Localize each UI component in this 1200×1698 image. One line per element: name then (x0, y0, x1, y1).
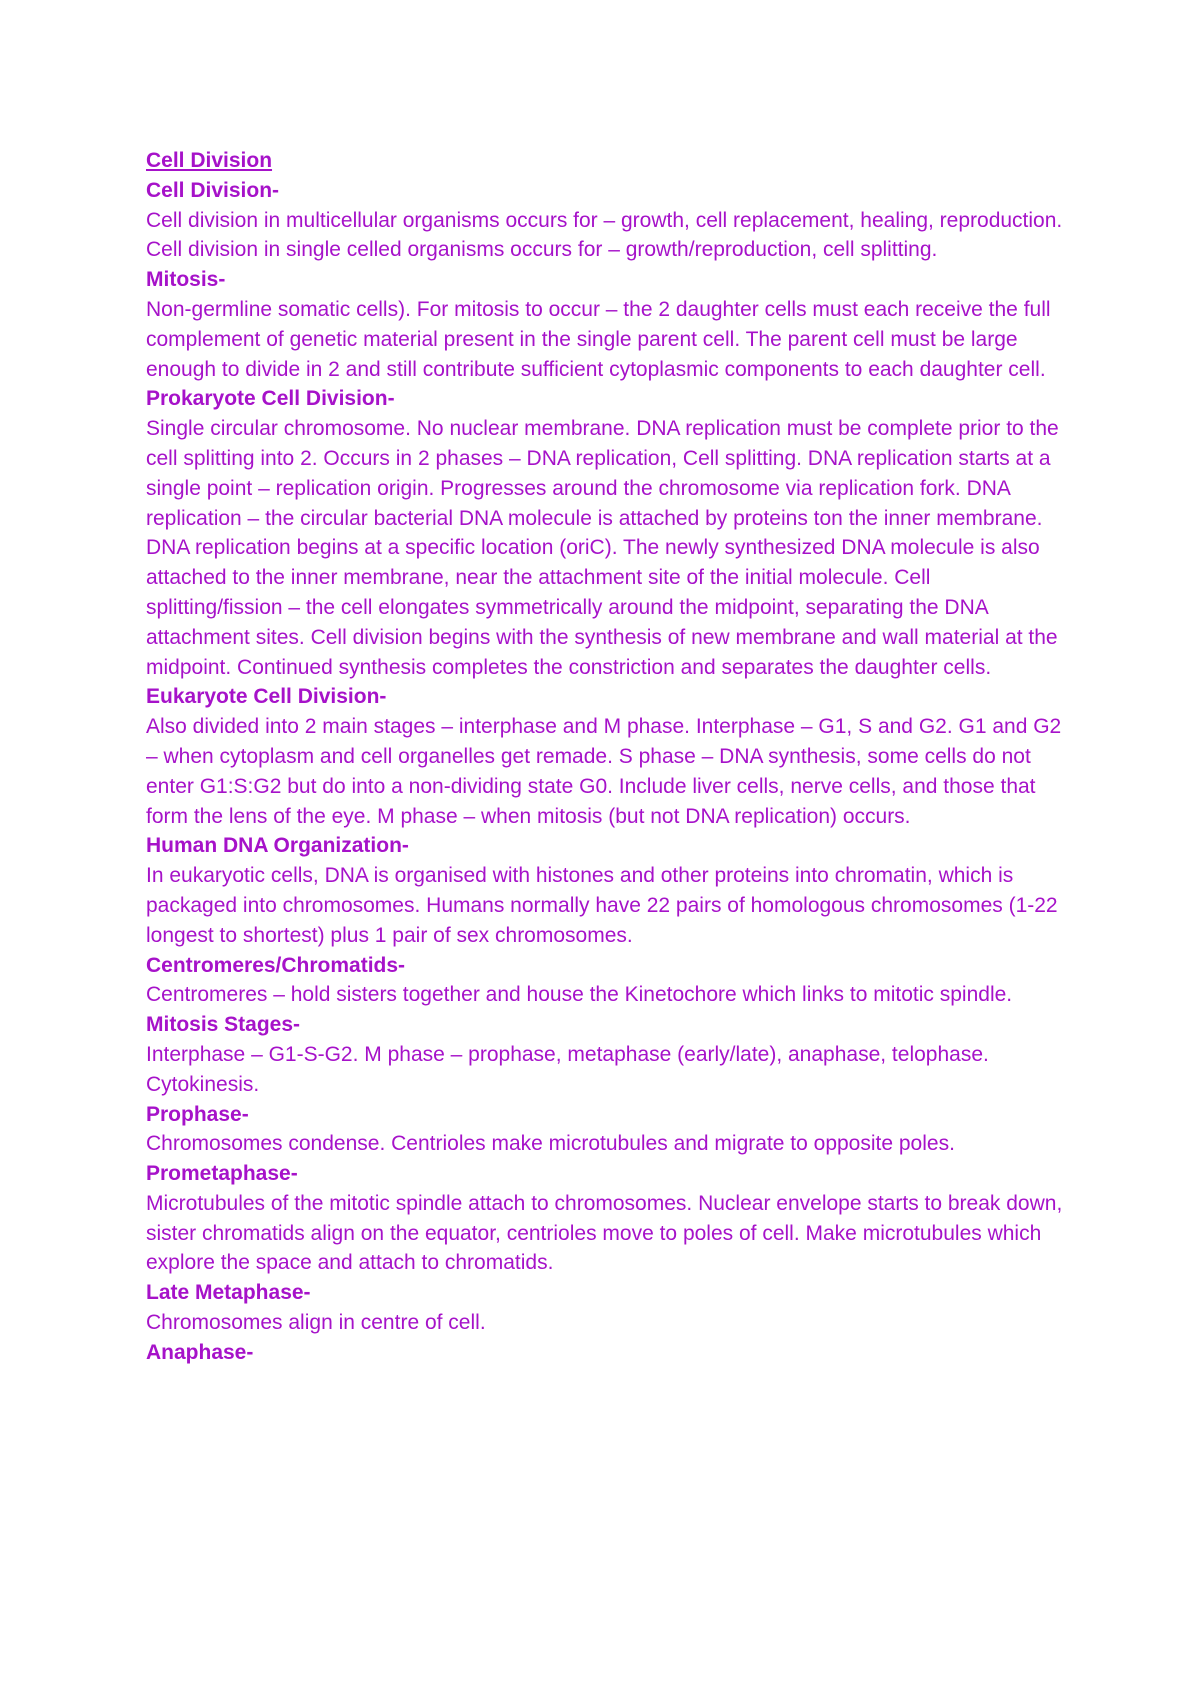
section-heading-mitosis: Mitosis- (146, 268, 226, 292)
section-body-prokaryote: Single circular chromosome. No nuclear membrane. DNA replication must be complete prior to the cell splitting into 2. Occurs in 2 phases – DNA replication, Cell splitting. DNA replication starts at a single point – replication origin. Progresses around the chromosome via replication fork. DNA replication – the circular bacterial DNA molecule is attached by proteins ton the inner membrane. DNA replication begins at a specific location (oriC). The newly synthesized DNA molecule is also attached to the inner membrane, near the attachment site of the initial molecule. Cell splitting/fission – the cell elongates symmetrically around the midpoint, separating the DNA attachment sites. Cell division begins with the synthesis of new membrane and wall material at the midpoint. Continued synthesis completes the constriction and separates the daughter cells. (146, 417, 1059, 679)
section-heading-eukaryote: Eukaryote Cell Division- (146, 685, 387, 709)
section-body-human-dna: In eukaryotic cells, DNA is organised with histones and other proteins into chromatin, which is packaged into chromosomes. Humans normally have 22 pairs of homologous chromosomes (1-22 longest to shortest) plus 1 pair of sex chromosomes. (146, 864, 1058, 947)
document-title: Cell Division (146, 149, 273, 172)
section-body-late-metaphase: Chromosomes align in centre of cell. (146, 1311, 486, 1335)
section-heading-mitosis-stages: Mitosis Stages- (146, 1013, 301, 1037)
section-body-mitosis: Non-germline somatic cells). For mitosis to occur – the 2 daughter cells must each receive the full complement of genetic material present in the single parent cell. The parent cell must be large enough to divide in 2 and still contribute sufficient cytoplasmic components to each daughter cell. (146, 297, 1051, 381)
section-heading-cell-division: Cell Division- (146, 178, 280, 202)
section-body-mitosis-stages: Interphase – G1-S-G2. M phase – prophase, metaphase (early/late), anaphase, telophase. Cytokinesis. (146, 1042, 989, 1096)
section-body-eukaryote: Also divided into 2 main stages – interphase and M phase. Interphase – G1, S and G2. G1 and G2 – when cytoplasm and cell organelles get remade. S phase – DNA synthesis, some cells do not enter G1:S:G2 but do into a non-dividing state G0. Include liver cells, nerve cells, and those that form the lens of the eye. M phase – when mitosis (but not DNA replication) occurs. (146, 715, 1062, 828)
section-body-prophase: Chromosomes condense. Centrioles make microtubules and migrate to opposite poles. (146, 1132, 955, 1156)
section-heading-prophase: Prophase- (146, 1102, 249, 1126)
section-heading-prokaryote: Prokaryote Cell Division- (146, 387, 395, 411)
document-content (146, 146, 1066, 1368)
section-body-cell-division: Cell division in multicellular organisms occurs for – growth, cell replacement, healing, reproduction. Cell division in single celled organisms occurs for – growth/reproduction, cell splitting. (146, 208, 1063, 262)
section-heading-prometaphase: Prometaphase- (146, 1162, 298, 1186)
section-heading-centromeres: Centromeres/Chromatids- (146, 953, 406, 977)
section-body-prometaphase: Microtubules of the mitotic spindle attach to chromosomes. Nuclear envelope starts to break down, sister chromatids align on the equator, centrioles move to poles of cell. Make microtubules which explore the space and attach to chromatids. (146, 1191, 1063, 1275)
section-heading-human-dna: Human DNA Organization- (146, 834, 409, 858)
section-heading-late-metaphase: Late Metaphase- (146, 1281, 311, 1305)
section-body-centromeres: Centromeres – hold sisters together and house the Kinetochore which links to mitotic spindle. (146, 983, 1013, 1007)
section-heading-anaphase: Anaphase- (146, 1340, 254, 1364)
